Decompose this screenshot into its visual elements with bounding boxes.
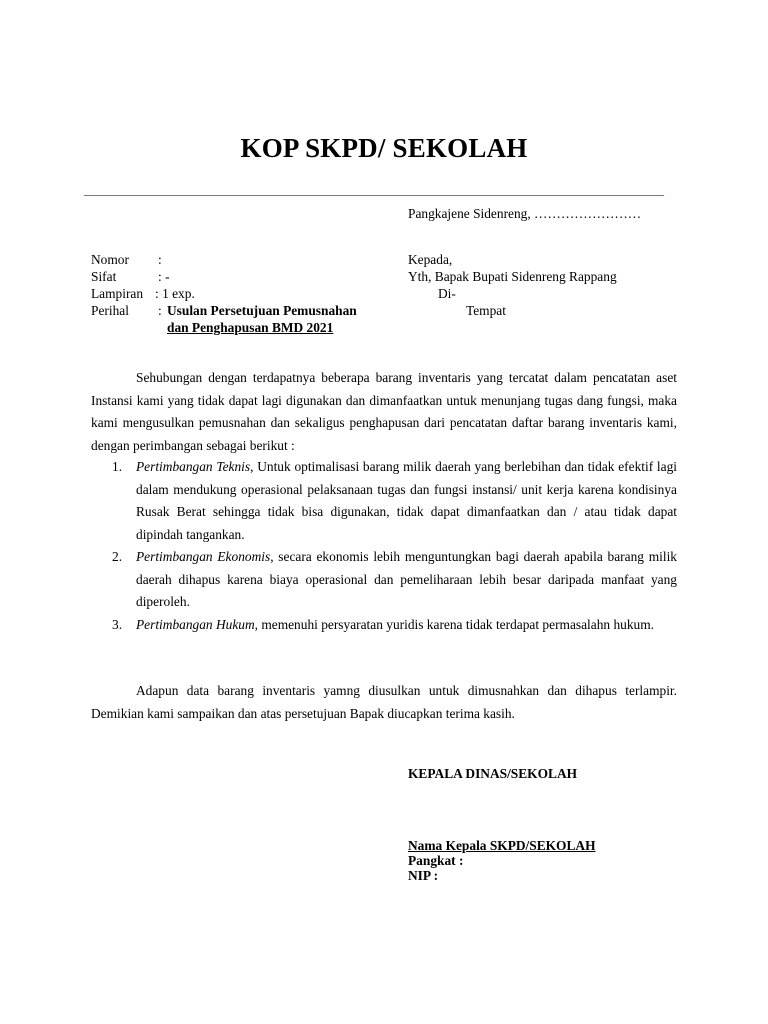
list-item <box>91 456 677 546</box>
lampiran-label: Lampiran <box>91 286 144 301</box>
list-item-text: , memenuhi persyaratan yuridis karena tidak terdapat permasalahn hukum. <box>254 616 654 632</box>
list-item-text: , secara ekonomis lebih menguntungkan bagi daerah apabila barang milik daerah dihapus karena biaya operasional dan pemeliharaan lebih besar daripada manfaat yang diperoleh. <box>136 549 677 609</box>
letterhead-title: KOP SKPD/ SEKOLAH <box>240 133 528 163</box>
list-item-title: Pertimbangan Hukum <box>136 616 255 632</box>
considerations-list <box>91 456 677 636</box>
letterhead-divider <box>84 195 664 196</box>
nomor-label: Nomor <box>91 252 129 267</box>
perihal-colon: : <box>158 303 162 318</box>
signature-name: Nama Kepala SKPD/SEKOLAH <box>408 838 596 853</box>
intro-paragraph: Sehubungan dengan terdapatnya beberapa barang inventaris yang tercatat dalam pencatatan aset Instansi kami yang tidak dapat lagi digunakan dan dimanfaatkan untuk menunjang tugas dang fungsi, maka kami mengusulkan pemusnahan dan sekaligus penghapusan dari pencatatan daftar barang inventaris kami, dengan perimbangan sebagai berikut : <box>91 370 677 453</box>
closing-paragraph: Adapun data barang inventaris yamng diusulkan untuk dimusnahkan dan dihapus terlampir. Demikian kami sampaikan dan atas persetujuan Bapak diucapkan terima kasih. <box>91 683 677 721</box>
lampiran-value: : 1 exp. <box>155 286 195 301</box>
list-item-number: 1. <box>112 459 123 474</box>
recipient-yth: Yth, Bapak Bupati Sidenreng Rappang <box>408 269 617 284</box>
recipient-kepada: Kepada, <box>408 252 453 267</box>
list-item-number: 3. <box>112 616 123 632</box>
nomor-value: : <box>158 252 162 267</box>
signature-pangkat: Pangkat : <box>408 853 464 868</box>
perihal-subject-line1: Usulan Persetujuan Pemusnahan <box>167 303 357 318</box>
signature-nip: NIP : <box>408 868 439 883</box>
list-item <box>91 614 677 637</box>
list-item-title: Pertimbangan Ekonomis <box>136 549 271 564</box>
date-line: Pangkajene Sidenreng, …………………… <box>408 206 642 221</box>
sifat-value: : - <box>158 269 170 284</box>
list-item-number: 2. <box>112 549 123 564</box>
sifat-label: Sifat <box>91 269 117 284</box>
list-item <box>91 546 677 614</box>
signature-position: KEPALA DINAS/SEKOLAH <box>408 766 578 781</box>
list-item-title: Pertimbangan Teknis <box>136 459 251 474</box>
perihal-subject-line2: dan Penghapusan BMD 2021 <box>167 320 334 335</box>
list-item-text: , Untuk optimalisasi barang milik daerah yang berlebihan dan tidak efektif lagi dalam mendukung operasional pelaksanaan tugas dan fungsi instansi/ unit kerja karena kondisinya Rusak Berat sehingga tidak bisa digunakan, tidak dapat dimanfaatkan dan / atau tidak dapat dipindah tangankan. <box>136 459 677 542</box>
recipient-tempat: Tempat <box>466 303 506 318</box>
recipient-di: Di- <box>438 286 456 301</box>
perihal-label: Perihal <box>91 303 129 318</box>
